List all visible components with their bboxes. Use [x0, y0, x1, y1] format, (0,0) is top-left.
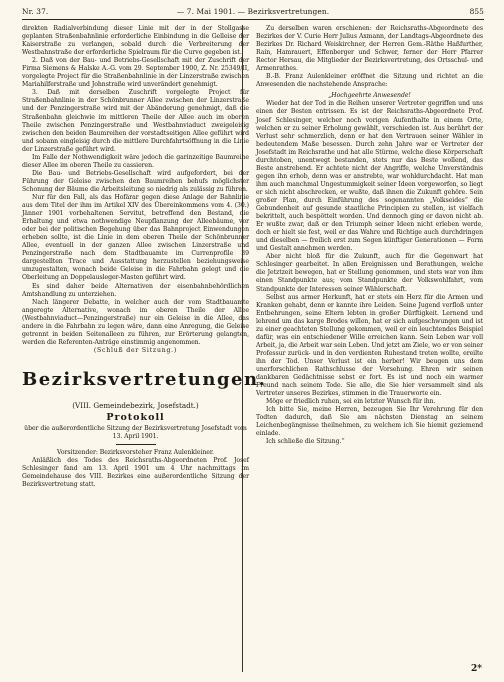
right-column [256, 25, 483, 446]
paragraph: Nur für den Fall, als das Hofärar gegen diese Anlage der Bahnlinie aus dem Titel der ihm im Artikel XIV des Übereinkommens vom 4. (30.) Jänner 1901 vorbehaltenen Servitut, betreffend den Bestand, die Erhaltung und etwa nothwendige Neupflanzung der Alleebäume, vor oder bei der politischen Begehung über das Bahnproject Einwendungen erheben sollte, ist die Linie in dem oberen Theile der Schönbrunner Allee, eventuell in der ganzen Allee zwischen Linzerstraße und Penzingerstraße nach dem Stadtbauamte im Currenprofile 39 dargestellten Trace und Ausstattung herzustellen beziehungsweise umzugestalten, wonach beide Geleise in die Fahrbahn gelegt und die Oberleitung an Doppelausleger-Masten geführt wird. [22, 193, 249, 282]
left-column [22, 25, 267, 489]
paragraph: Wieder hat der Tod in die Reihen unserer Vertreter gegriffen und uns einen der Besten entrissen. Es ist der Reichsraths-Abgeordnete Prof. Josef Schlesinger, welcher noch vorigen Aufenthalte in einem Orte, welchen er zu seiner Erholung gewählt, verschieden ist. Aus berührt der Verlust sehr schmerzlich, denn er hat den Vertrauen seiner Wähler in bedeutendem Maße besessen. Durch zehn Jahre war er Vertreter der Josefstadt im Reichsrathe und hat alle Stürme, welche diese Körperschaft durchtoben, unentwegt bestanden, stets nur das Beste wollend, das Beste anstrebend. Er achtete nicht der Angriffe, welche Unverständnis gegen ihn erhob, denn was er anstrebte, war wohldurchdacht. Hat man ihm auch manchmal Ungestummigkeit seiner Ideen vorgeworfen, so liegt er sich nicht abschrecken, er wußte, daß ihnen die Zukunft gehöre. Sein großer Plan, durch Einführung des sogenannten „Volkseides“ die Gebundenheit auf gesunde staatliche Principien zu stellen, ist vielfach bekrittelt, auch bespöttelt worden. Und dennoch ging er davon nicht ab. Er wußte zwar, daß er den Triumph seiner Ideen nicht erleben werde, doch er hielt sie fest, weil er das Wahre und Richtige auch durchdringen und dieselben — freilich erst zum Segen künftiger Generationen — Form und Gestalt annehmen werden. [256, 100, 483, 253]
salutation: „Hochgeehrte Anwesende! [328, 92, 411, 100]
paragraph: Im Falle der Nothwendigkeit wäre jedoch die garinzeitige Baumreihe dieser Allee im oberen Theile zu cassieren. [22, 153, 249, 169]
paragraph: 2. Daß von der Bau- und Betriebs-Gesellschaft mit der Zuschrift der Firma Siemens & Halske A.-G. vom 29. September 1900, Z. Nr. 25349/II, vorgelegte Project für die Straßenbahnlinie in der Linzerstraße zwischen Mariahilferstraße und Johnstraße wird unverändert genehmigt. [22, 57, 249, 89]
paragraph: Es sind daher beide Alternativen der eisenbahnbehördlichen Amtshandlung zu unterziehen. [22, 282, 249, 298]
paragraph: Möge er friedlich ruhen, sei ein letzter Wunsch für ihn. [266, 398, 436, 406]
paragraph: Die Bau- und Betriebs-Gesellschaft wird aufgefordert, bei der Führung der Geleise zwischen den Baumreihen behufs möglichster Schonung der Bäume die Arbeitsleitung so niedrig als zulässig zu führen. [22, 169, 249, 193]
paragraph: Ich schließe die Sitzung.“ [266, 438, 345, 446]
short-rule [116, 444, 156, 445]
protocol-description: über die außerordentliche Sitzung der Bezirksvertretung Josefstadt vom 13. April 1901. [24, 424, 247, 440]
header-rule [22, 19, 484, 20]
chairman-line: Vorsitzender: Bezirksvorsteher Franz Aulenkleiner. [57, 449, 214, 457]
paragraph: Selbst aus armer Herkunft, hat er stets ein Herz für die Armen und Kranken gehabt, denn er kannte ihre Leiden. Seine Jugend verfloß unter Entbehrungen, seine Eltern lebten in großer Dürftigkeit. Lernend und lehrend um das karge Brodes willen, hat er sich aufgeschwungen und ist zu einer geachteten Stellung gekommen, weil er ein leuchtendes Beispiel dafür, was ein entschiedener Wille erreichen kann. Sein Leben war voll Arbeit, ja, die Arbeit war sein Leben. Und jetzt am Ziele, wo er von seiner Professur zurück- und in den verdienten Ruhestand treten wollte, ereilte ihn der Tod. Unser Verlust ist ein herber! Wir beugen uns dem unerforschlichen Rathschlusse der Vorsehung. Ehren wir seinen dankbaren Gedächtnisse sebst er fort. Es ist und noch ein warmer Freund nach seinem Tode. Sie alle, die Sie hier versammelt sind als Vertreter unseres Bezirkes, stimmen in die Trauerworte ein. [256, 293, 483, 398]
district-heading: (VIII. Gemeindebezirk, Josefstadt.) [72, 400, 199, 410]
paragraph: Nach längerer Debatte, in welcher auch der vom Stadtbauamte angeregte Alternative, wonach im oberen Theile der Allee (Westbahnviaduct—Penzingerstraße) nur ein Geleise in die Allee, das andere in die Fahrbahn zu legen wäre, dann eine Anregung, die Geleise getrennt in beiden Seitenalleen zu führen, zur Erörterung gelangten, werden die Referenten-Anträge einstimmig angenommen. [22, 298, 249, 346]
header-title: — 7. Mai 1901. — Bezirksvertretungen. [176, 7, 330, 16]
paragraph: Ich bitte Sie, meine Herren, bezeugen Sie Ihr Verehrung für den Todten dadurch, daß Sie am nächsten Dienstag an seinem Leichenbegängnisse theilnehmen, zu welchem ich Sie hiemit geziemend einlade. [256, 406, 483, 438]
paragraph: Aber nicht bloß für die Zukunft, auch für die Gegenwart hat Schlesinger gearbeitet. In allen Ereignissen und Berathungen, welche die Jetztzeit bewegen, hat er Stellung genommen, und stets war von ihm einen Standpunkte aus; vom Standpunkte der Volkswohlfahrt, vom Standpunkte der Interessen seiner Wählerschaft. [256, 253, 483, 293]
page-number: 855 [469, 7, 484, 16]
section-title: Bezirksvertretungen. [22, 368, 267, 390]
paragraph: Zu derselben waren erschienen: der Reichsraths-Abgeordnete des Bezirkes der V. Curie Herr Julius Axmann, der Landtags-Abgeordnete des Bezirkes Dr. Richard Weiskirchner, der Herren Gem.-Räthe Haßfurther, Rain, Hamrauert, Effenberger und Schwer, ferner der Herr Pfarrer Rector Hersau, die Mitglieder der Bezirksvertretung, des Ortsschul- und Armenrathes. [256, 25, 483, 73]
signature-mark: 2* [471, 664, 482, 674]
paragraph: B.-B. Franz Aulenkleiner eröffnet die Sitzung und richtet an die Anwesenden die nachstehende Ansprache: [256, 73, 483, 89]
session-close: (Schluß der Sitzung.) [93, 346, 178, 354]
protocol-heading: Protokoll [106, 411, 165, 423]
paragraph: direkten Radialverbindung dieser Linie mit der in der Stollgasse geplanten Straßenbahnlinie erforderliche Einbindung in die Gelleise der Kaiserstraße zu verlangen, sobald durch die Verbreiterung der Westbahnstraße der erforderliche Spielraum für die Curve gegeben ist. [22, 25, 249, 57]
paragraph: 3. Daß mit derselben Zuschrift vorgelegte Project für Straßenbahnlinie in der Schönbrunner Allee zwischen der Linzerstraße und der Penzingerstraße wird mit der Abänderung genehmigt, daß die Straßenbahn gleichwie im mittleren Theile der Allee auch im oberen Theile zwischen Penzingerstraße und Westbahnviaduct zweigeleisig zwischen den beiden Baumreihen der vorstadtseitigen Allee geführt wird und sobann eingleisig durch die mittlere Durchfahrtsöffnung in die Linie der Linzerstraße geführt wird. [22, 89, 249, 153]
paragraph: Anläßlich des Todes des Reichsraths-Abgeordneten Prof. Josef Schlesinger fand am 13. April 1901 um 4 Uhr nachmittags im Gemeindehause des VIII. Bezirkes eine außerordentliche Sitzung der Bezirksvertretung statt. [22, 457, 249, 489]
issue-number: Nr. 37. [22, 7, 49, 16]
